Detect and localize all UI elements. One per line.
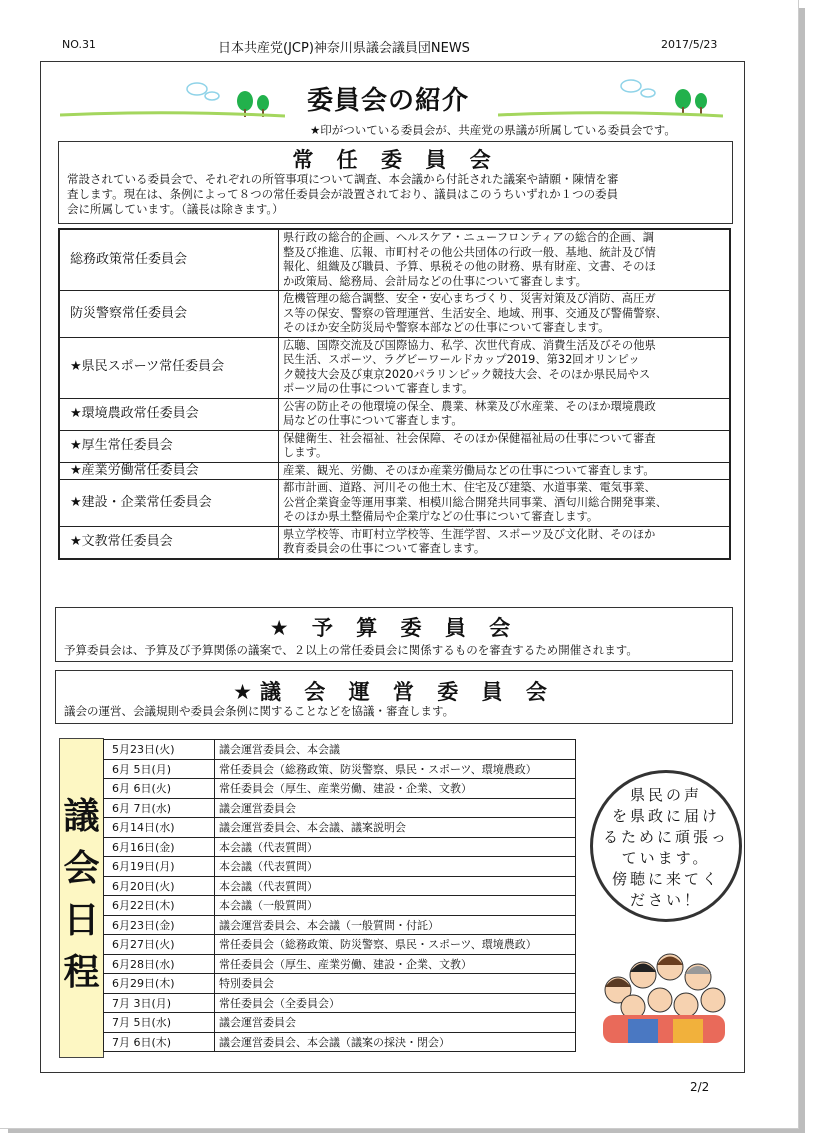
standing-committee-heading: 常 任 委 員 会 — [292, 148, 499, 172]
committee-description-line: ポーツ局の仕事について審査します。 — [283, 382, 474, 395]
schedule-date: 6月14日(水) — [104, 818, 215, 838]
committee-description-line: 産業、観光、労働、そのほか産業労働局などの仕事について審査します。 — [283, 463, 655, 477]
newsletter-title: 日本共産党(JCP)神奈川県議会議員団NEWS — [218, 41, 470, 56]
schedule-row — [104, 876, 576, 896]
schedule-event: 本会議（代表質問） — [215, 857, 576, 877]
committee-description-line: 広聴、国際交流及び国際協力、私学、次世代育成、消費生活及びその他県 — [283, 338, 656, 352]
committee-description-line: 教育委員会の仕事について審査します。 — [283, 542, 486, 555]
committee-description-line: そのほか安全防災局や警察本部などの仕事について審査します。 — [283, 321, 610, 334]
committee-description-line: か政策局、総務局、会計局などの仕事について審査します。 — [283, 274, 587, 288]
committee-name: ★建設・企業常任委員会 — [59, 480, 279, 527]
committee-row — [59, 291, 730, 338]
schedule-row — [104, 896, 576, 916]
schedule-date: 6月23日(金) — [104, 915, 215, 935]
crowd-illustration-icon — [598, 945, 730, 1045]
schedule-date: 6月 7日(水) — [104, 798, 215, 818]
schedule-row — [104, 935, 576, 955]
committee-row — [59, 526, 730, 559]
schedule-row — [104, 798, 576, 818]
page-title: 委員会の紹介 — [307, 86, 470, 116]
committee-description-line: 県立学校等、市町村立学校等、生涯学習、スポーツ及び文化財、そのほか — [283, 527, 656, 541]
schedule-date: 6月19日(月) — [104, 857, 215, 877]
schedule-date: 6月28日(水) — [104, 954, 215, 974]
committee-description — [279, 229, 731, 291]
schedule-event: 常任委員会（総務政策、防災警察、県民・スポーツ、環境農政） — [215, 935, 576, 955]
committee-row — [59, 337, 730, 398]
schedule-event: 本会議（代表質問） — [215, 876, 576, 896]
schedule-event: 特別委員会 — [215, 974, 576, 994]
committee-description-line: ク競技大会及び東京2020パラリンピック競技大会、そのほか県民局やス — [283, 367, 651, 381]
committee-description — [279, 480, 731, 527]
standing-desc-2: 査します。現在は、条例によって８つの常任委員会が設置されており、議員はこのうちいずれか１つの委員 — [67, 187, 619, 201]
schedule-row — [104, 1032, 576, 1052]
committee-name: ★環境農政常任委員会 — [59, 398, 279, 430]
standing-committee-box — [58, 141, 733, 224]
committee-description — [279, 291, 731, 338]
committee-description — [279, 430, 731, 462]
committee-description — [279, 337, 731, 398]
issue-date: 2017/5/23 — [661, 38, 718, 51]
schedule-date: 7月 3日(月) — [104, 993, 215, 1013]
budget-committee-box — [55, 607, 733, 662]
schedule-event: 議会運営委員会、本会議（一般質問・付託） — [215, 915, 576, 935]
committee-description-line: そのほか県土整備局や企業庁などの仕事について審査します。 — [283, 510, 599, 523]
steering-desc: 議会の運営、会議規則や委員会条例に関することなどを協議・審査します。 — [64, 704, 455, 718]
star-note: ★印がついている委員会が、共産党の県議が所属している委員会です。 — [310, 123, 676, 137]
bubble-line: 傍聴に来てく — [611, 870, 720, 888]
schedule-date: 6月16日(金) — [104, 837, 215, 857]
schedule-row — [104, 818, 576, 838]
bubble-line: 県民の声 — [629, 786, 702, 804]
schedule-label-char: 会 — [63, 848, 100, 889]
schedule-date: 7月 6日(木) — [104, 1032, 215, 1052]
schedule-event: 議会運営委員会、本会議、議案説明会 — [215, 818, 576, 838]
schedule-event: 議会運営委員会、本会議 — [215, 740, 576, 760]
committee-description — [279, 526, 731, 559]
schedule-date: 6月 5日(月) — [104, 759, 215, 779]
committee-table — [58, 228, 731, 560]
committee-description-line: 民生活、スポーツ、ラグビーワールドカップ2019、第32回オリンピッ — [283, 353, 640, 366]
committee-row — [59, 462, 730, 480]
steering-committee-heading: ★議 会 運 営 委 員 会 — [233, 680, 555, 704]
schedule-date: 5月23日(火) — [104, 740, 215, 760]
page-number: 2/2 — [690, 1080, 710, 1094]
committee-name: 防災警察常任委員会 — [59, 291, 279, 338]
schedule-event: 常任委員会（厚生、産業労働、建設・企業、文教） — [215, 954, 576, 974]
committee-description-line: 報化、組織及び職員、予算、県税その他の財務、県有財産、文書、そのほ — [283, 260, 656, 273]
schedule-event: 常任委員会（厚生、産業労働、建設・企業、文教） — [215, 779, 576, 799]
schedule-date: 7月 5日(水) — [104, 1013, 215, 1033]
schedule-date: 6月 6日(火) — [104, 779, 215, 799]
schedule-event: 常任委員会（総務政策、防災警察、県民・スポーツ、環境農政） — [215, 759, 576, 779]
committee-description-line: 危機管理の総合調整、安全・安心まちづくり、災害対策及び消防、高圧ガ — [283, 292, 656, 305]
schedule-row — [104, 993, 576, 1013]
schedule-event: 本会議（一般質問） — [215, 896, 576, 916]
committee-description-line: ス等の保安、警察の管理運営、生活安全、地域、刑事、交通及び警備警察、 — [283, 306, 668, 320]
schedule-date: 6月27日(火) — [104, 935, 215, 955]
committee-name: ★文教常任委員会 — [59, 526, 279, 559]
committee-name: ★産業労働常任委員会 — [59, 462, 279, 480]
committee-description-line: 整及び推進、広報、市町村その他公共団体の行政一般、基地、統計及び情 — [283, 245, 656, 259]
committee-row — [59, 229, 730, 291]
landscape-right-icon — [498, 76, 723, 121]
committee-description-line: 県行政の総合的企画、ヘルスケア・ニューフロンティアの総合的企画、調 — [283, 231, 654, 244]
committee-description-line: 保健衛生、社会福祉、社会保障、そのほか保健福祉局の仕事について審査 — [283, 431, 656, 445]
committee-description-line: します。 — [283, 446, 328, 459]
schedule-row — [104, 857, 576, 877]
schedule-table — [103, 739, 576, 1052]
committee-description-line: 公営企業資金等運用事業、相模川総合開発共同事業、酒匂川総合開発事業、 — [283, 495, 668, 509]
schedule-row — [104, 740, 576, 760]
schedule-row — [104, 915, 576, 935]
schedule-label-char: 日 — [63, 900, 100, 941]
schedule-label-char: 程 — [63, 952, 100, 993]
schedule-row — [104, 779, 576, 799]
schedule-row — [104, 974, 576, 994]
landscape-left-icon — [60, 76, 285, 121]
bubble-line: るために頑張っ — [602, 828, 729, 846]
committee-name: ★厚生常任委員会 — [59, 430, 279, 462]
schedule-row — [104, 759, 576, 779]
schedule-event: 常任委員会（全委員会） — [215, 993, 576, 1013]
committee-name: ★県民スポーツ常任委員会 — [59, 337, 279, 398]
committee-row — [59, 430, 730, 462]
schedule-row — [104, 837, 576, 857]
committee-description-line: 公害の防止その他環境の保全、農業、林業及び水産業、そのほか環境農政 — [283, 399, 656, 413]
issue-number: NO.31 — [62, 38, 96, 51]
committee-name: 総務政策常任委員会 — [59, 229, 279, 291]
budget-desc: 予算委員会は、予算及び予算関係の議案で、２以上の常任委員会に関係するものを審査するため開催されます。 — [64, 643, 638, 657]
schedule-label-char: 議 — [63, 796, 100, 837]
schedule-row — [104, 1013, 576, 1033]
committee-description — [279, 462, 731, 480]
bubble-line: を県政に届け — [611, 807, 720, 825]
budget-committee-heading: ★ 予 算 委 員 会 — [269, 616, 519, 640]
committee-description-line: 都市計画、道路、河川その他土木、住宅及び建築、水道事業、電気事業、 — [283, 481, 656, 494]
schedule-event: 議会運営委員会 — [215, 798, 576, 818]
schedule-label — [59, 738, 104, 1058]
schedule-event: 議会運営委員会 — [215, 1013, 576, 1033]
committee-description-line: 局などの仕事について審査します。 — [283, 414, 463, 427]
schedule-date: 6月22日(木) — [104, 896, 215, 916]
schedule-date: 6月20日(火) — [104, 876, 215, 896]
schedule-event: 議会運営委員会、本会議（議案の採決・閉会） — [215, 1032, 576, 1052]
schedule-date: 6月29日(木) — [104, 974, 215, 994]
schedule-event: 本会議（代表質問） — [215, 837, 576, 857]
bubble-line: ています。 — [621, 849, 711, 867]
steering-committee-box — [55, 670, 733, 724]
speech-bubble — [590, 770, 742, 922]
committee-row — [59, 480, 730, 527]
committee-description — [279, 398, 731, 430]
committee-row — [59, 398, 730, 430]
standing-desc-1: 常設されている委員会で、それぞれの所管事項について調査、本会議から付託された議案や請願・陳情を審 — [67, 172, 619, 186]
schedule-row — [104, 954, 576, 974]
standing-desc-3: 会に所属しています。（議長は除きます。） — [67, 202, 284, 216]
bubble-line: ださい！ — [629, 891, 702, 909]
